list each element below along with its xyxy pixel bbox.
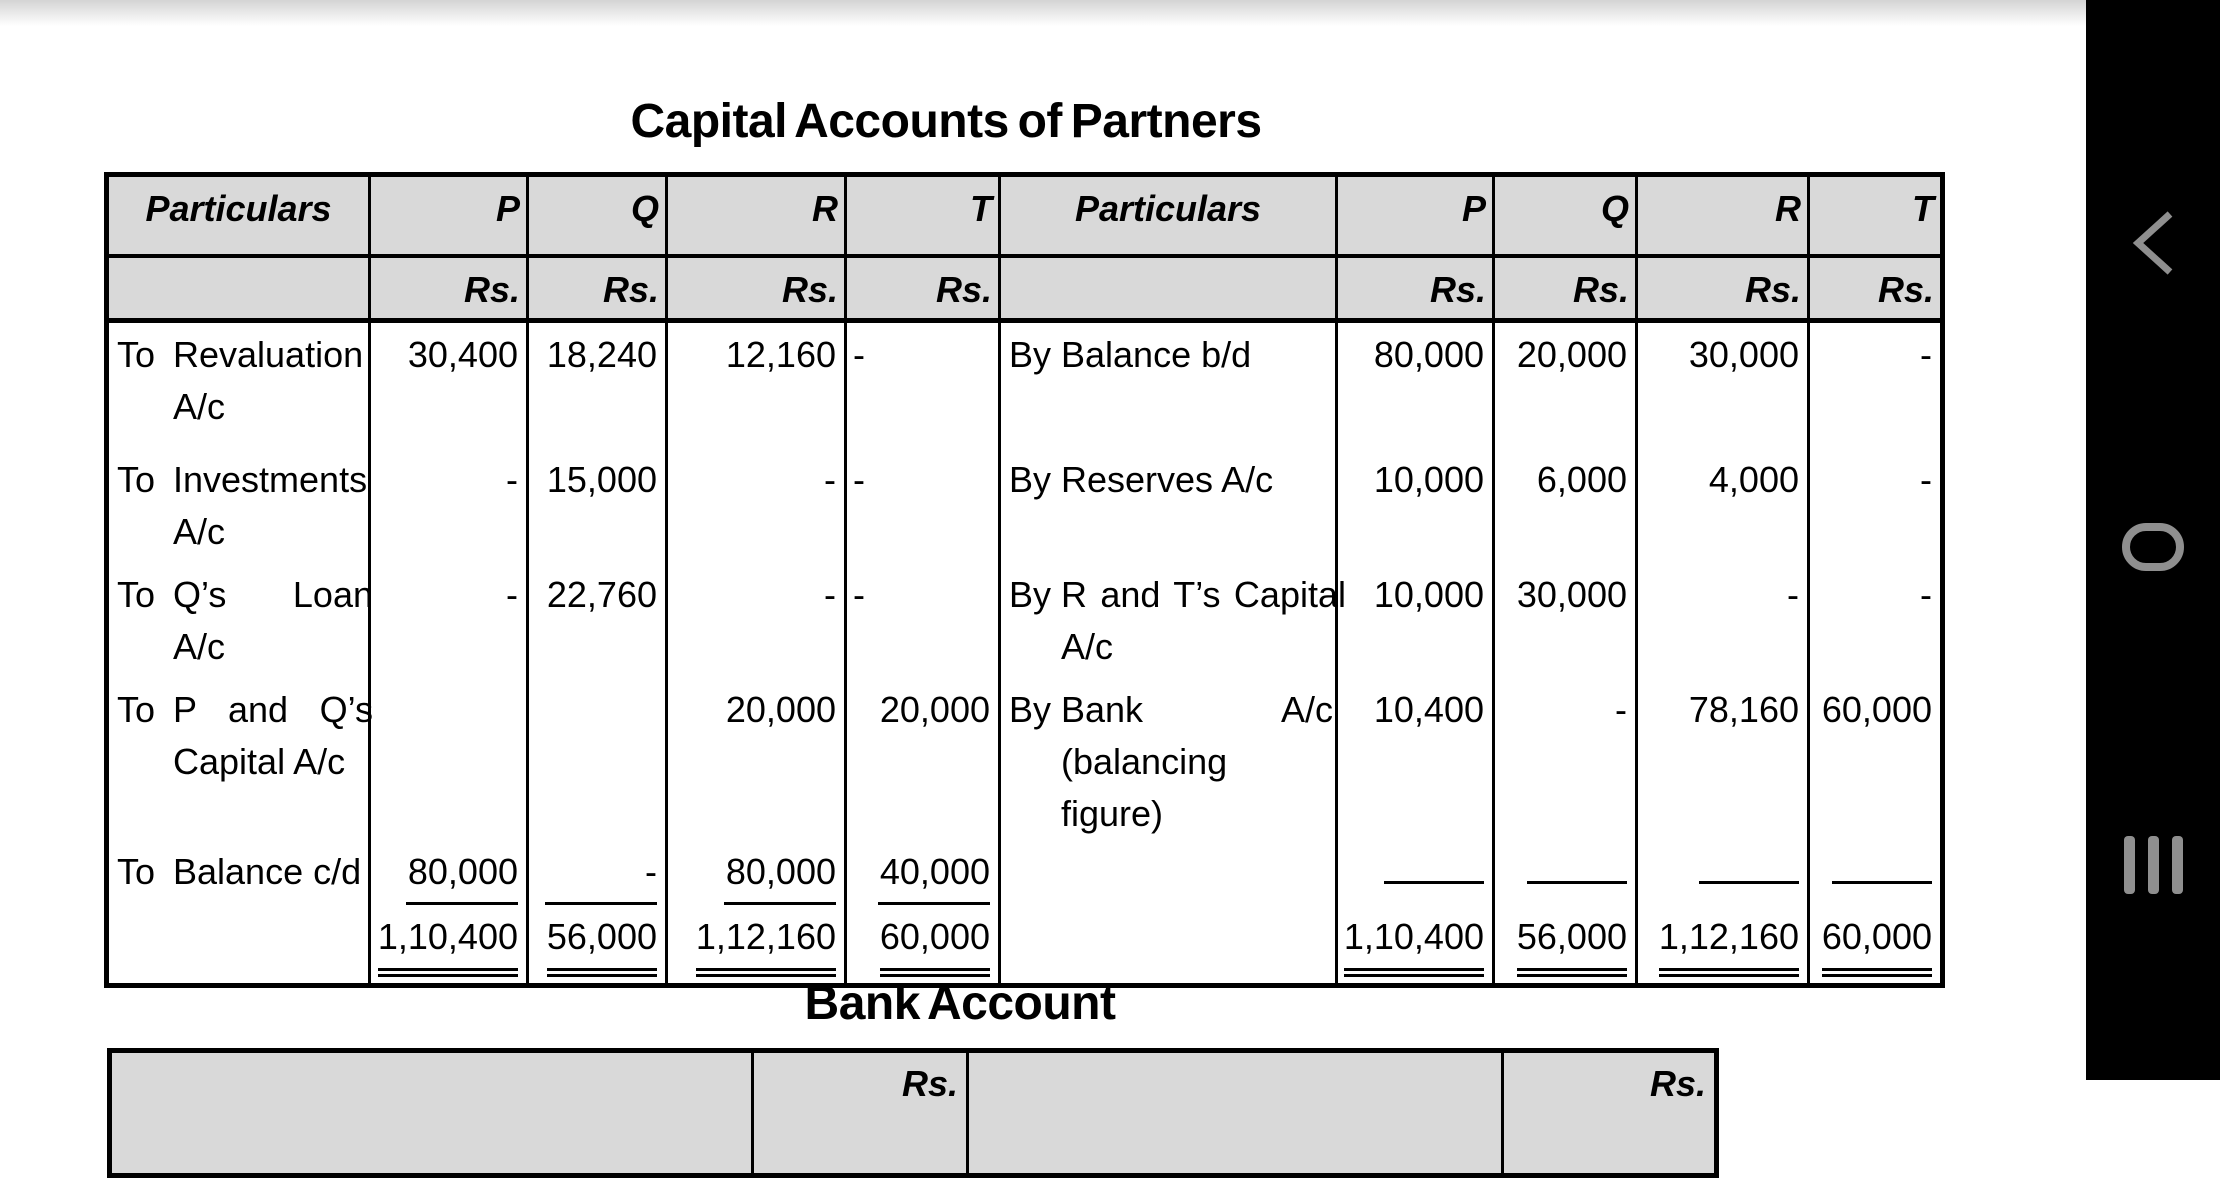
total-rule [1832, 881, 1932, 884]
total-amount: 1,12,160 [1659, 911, 1799, 977]
amount-cell: - [1809, 563, 1943, 678]
home-icon [2122, 523, 2184, 571]
unit-label: Rs. [528, 256, 667, 321]
amount-cell: 10,400 [1337, 678, 1494, 840]
unit-label: Rs. [1337, 256, 1494, 321]
account-label: Balance c/d [173, 850, 362, 892]
debit-entry: To Revaluation A/c [117, 329, 368, 433]
amount-cell: - [667, 448, 846, 563]
totals-row [107, 905, 1943, 986]
bank-account-title: Bank Account [804, 977, 1116, 1030]
total-rule [1699, 881, 1799, 884]
amount-cell: 30,000 [1494, 563, 1637, 678]
amount-cell: - [846, 448, 1000, 563]
amount-cell: 6,000 [1494, 448, 1637, 563]
amount-cell: 80,000 [1337, 321, 1494, 448]
account-label: Bank A/c (balancing figure) [1061, 688, 1333, 834]
amount-cell: - [1809, 321, 1943, 448]
amount-cell: - [1637, 563, 1809, 678]
total-rule [1384, 881, 1484, 884]
unit-label: Rs. [846, 256, 1000, 321]
bank-credit-particulars-header [968, 1051, 1503, 1176]
amount-cell: 20,000 [1494, 321, 1637, 448]
total-amount: 1,10,400 [378, 911, 518, 977]
recents-icon [2124, 836, 2183, 894]
amount-cell: 60,000 [1809, 678, 1943, 840]
credit-col-p: P [1337, 175, 1494, 256]
header-row-partners [107, 175, 1943, 256]
total-amount: 56,000 [547, 911, 657, 977]
debit-entry: To Investments A/c [117, 454, 368, 558]
unit-label: Rs. [370, 256, 528, 321]
debit-col-r: R [667, 175, 846, 256]
credit-col-q: Q [1494, 175, 1637, 256]
total-rule [1527, 881, 1627, 884]
credit-entry: By R and T’s Capital A/c [1009, 569, 1335, 673]
bank-debit-particulars-header [110, 1051, 753, 1176]
ledger-row [107, 563, 1943, 678]
amount-cell: 15,000 [528, 448, 667, 563]
account-label: Q’s Loan A/c [173, 573, 373, 667]
total-amount: 60,000 [1822, 911, 1932, 977]
account-label: Revaluation A/c [173, 334, 364, 427]
credit-col-r: R [1637, 175, 1809, 256]
android-navigation-bar [2086, 0, 2220, 1080]
total-amount: 1,12,160 [696, 911, 836, 977]
debit-particulars-header: Particulars [107, 175, 370, 256]
credit-entry: By Balance b/d [1009, 329, 1335, 381]
capital-accounts-table [104, 172, 1945, 988]
debit-entry: To Q’s Loan A/c [117, 569, 368, 673]
total-amount: 56,000 [1517, 911, 1627, 977]
amount-cell: 18,240 [528, 321, 667, 448]
underlined-amount: 80,000 [724, 846, 836, 905]
unit-label: Rs. [1637, 256, 1809, 321]
home-button[interactable] [2086, 523, 2220, 571]
debit-col-q: Q [528, 175, 667, 256]
amount-cell [528, 678, 667, 840]
debit-col-p: P [370, 175, 528, 256]
amount-cell: 10,000 [1337, 563, 1494, 678]
amount-cell: 20,000 [846, 678, 1000, 840]
account-label: P and Q’s Capital A/c [173, 688, 373, 782]
debit-entry: To Balance c/d [117, 846, 368, 898]
amount-cell: - [846, 563, 1000, 678]
amount-cell: - [370, 448, 528, 563]
amount-cell: 20,000 [667, 678, 846, 840]
credit-particulars-header: Particulars [1000, 175, 1337, 256]
amount-cell: 30,400 [370, 321, 528, 448]
capital-accounts-title: Capital Accounts of Partners [630, 95, 1262, 148]
amount-cell: - [667, 563, 846, 678]
underlined-amount: 40,000 [878, 846, 990, 905]
credit-entry: By Reserves A/c [1009, 454, 1335, 506]
amount-cell: - [370, 563, 528, 678]
amount-cell: 10,000 [1337, 448, 1494, 563]
amount-cell: - [1809, 448, 1943, 563]
header-row-units [107, 256, 1943, 321]
debit-col-t: T [846, 175, 1000, 256]
unit-label: Rs. [1503, 1051, 1717, 1176]
scroll-shadow [0, 0, 2086, 26]
balance-row [107, 840, 1943, 905]
credit-entry: By Bank A/c (balancing figure) [1009, 684, 1335, 840]
back-button[interactable] [2086, 206, 2220, 280]
ledger-row [107, 678, 1943, 840]
debit-entry: To P and Q’s Capital A/c [117, 684, 368, 788]
account-label: Balance b/d [1061, 334, 1252, 375]
account-label: Investments A/c [173, 458, 368, 552]
amount-cell: 12,160 [667, 321, 846, 448]
amount-cell: 78,160 [1637, 678, 1809, 840]
amount-cell: 30,000 [1637, 321, 1809, 448]
unit-label: Rs. [753, 1051, 968, 1176]
account-label: Reserves A/c [1061, 458, 1274, 500]
unit-label: Rs. [1809, 256, 1943, 321]
underlined-amount: - [545, 846, 657, 905]
amount-cell: 4,000 [1637, 448, 1809, 563]
unit-label: Rs. [667, 256, 846, 321]
ledger-row [107, 321, 1943, 448]
account-label: R and T’s Capital A/c [1061, 573, 1346, 667]
back-icon [2122, 206, 2184, 280]
amount-cell [370, 678, 528, 840]
amount-cell: - [846, 321, 1000, 448]
unit-label: Rs. [1494, 256, 1637, 321]
credit-col-t: T [1809, 175, 1943, 256]
ledger-row [107, 448, 1943, 563]
total-amount: 60,000 [880, 911, 990, 977]
bank-header-row [110, 1051, 1717, 1176]
recents-button[interactable] [2086, 836, 2220, 894]
total-amount: 1,10,400 [1344, 911, 1484, 977]
underlined-amount: 80,000 [406, 846, 518, 905]
amount-cell: - [1494, 678, 1637, 840]
amount-cell: 22,760 [528, 563, 667, 678]
bank-account-table [107, 1048, 1719, 1178]
